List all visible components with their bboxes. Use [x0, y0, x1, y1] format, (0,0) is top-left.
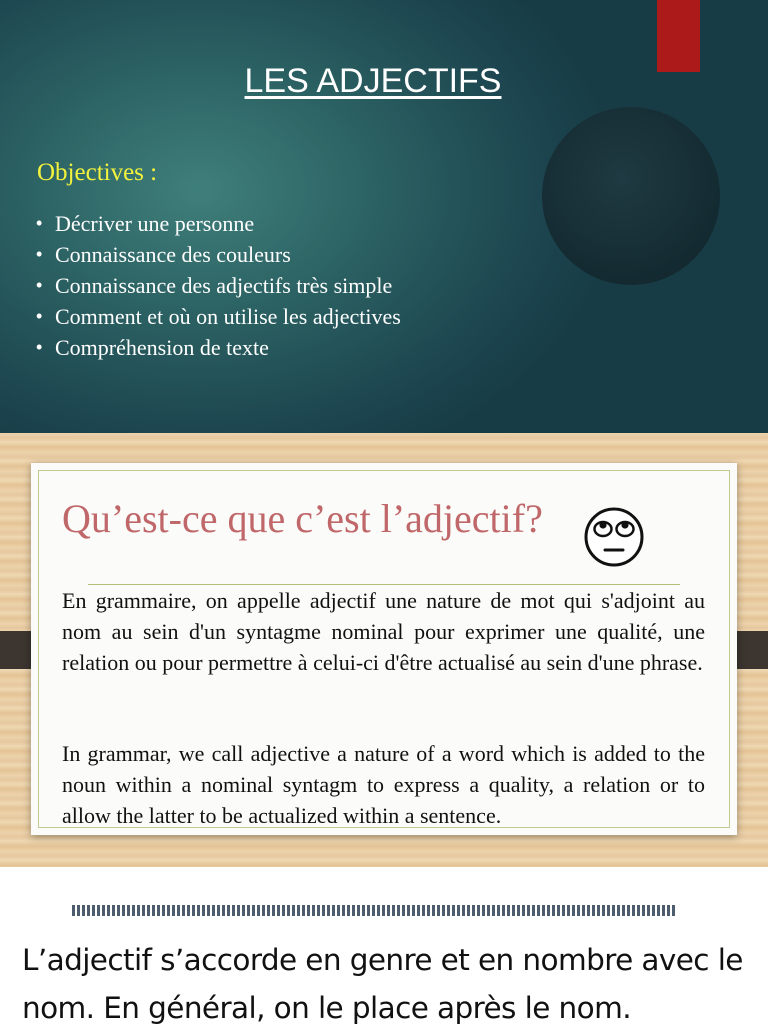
bullet-icon: •: [36, 337, 43, 357]
objective-item: [36, 332, 401, 363]
slide-1: [0, 0, 768, 433]
definition-paragraph-en: In grammar, we call adjective a nature of a word which is added to the noun within a nominal syntagm to express a quality, a relation or to allow the latter to be actualized within a sentence.: [62, 741, 705, 828]
dark-circle-decoration: [542, 107, 720, 285]
objective-text: Comment et où on utilise les adjectives: [55, 304, 401, 329]
rolling-eyes-face-icon: [578, 506, 650, 568]
bullet-icon: •: [36, 213, 43, 233]
objectives-label: Objectives :: [37, 159, 158, 186]
slide-1-title: LES ADJECTIFS: [244, 62, 502, 100]
objective-text: Connaissance des adjectifs très simple: [55, 273, 393, 298]
objective-item: [36, 239, 401, 270]
objective-item: [36, 270, 401, 301]
objective-text: Compréhension de texte: [55, 335, 269, 360]
agreement-rule-text: L’adjectif s’accorde en genre et en nombre avec le nom. En général, on le place après le nom.: [22, 943, 743, 1025]
definition-title: Qu’est-ce que c’est l’adjectif?: [62, 496, 543, 541]
objective-text: Décriver une personne: [55, 211, 255, 236]
definition-paragraph-fr: En grammaire, on appelle adjectif une nature de mot qui s'adjoint au nom au sein d'un syntagme nominal pour exprimer une qualité, une relation ou pour permettre à celui-ci d'être actualisé au sein d'une phrase.: [62, 588, 705, 675]
objectives-list: [36, 208, 401, 363]
bullet-icon: •: [36, 244, 43, 264]
objective-text: Connaissance des couleurs: [55, 242, 291, 267]
objective-item: [36, 208, 401, 239]
objective-item: [36, 301, 401, 332]
bullet-icon: •: [36, 275, 43, 295]
bullet-icon: •: [36, 306, 43, 326]
hatched-divider: [72, 905, 676, 916]
